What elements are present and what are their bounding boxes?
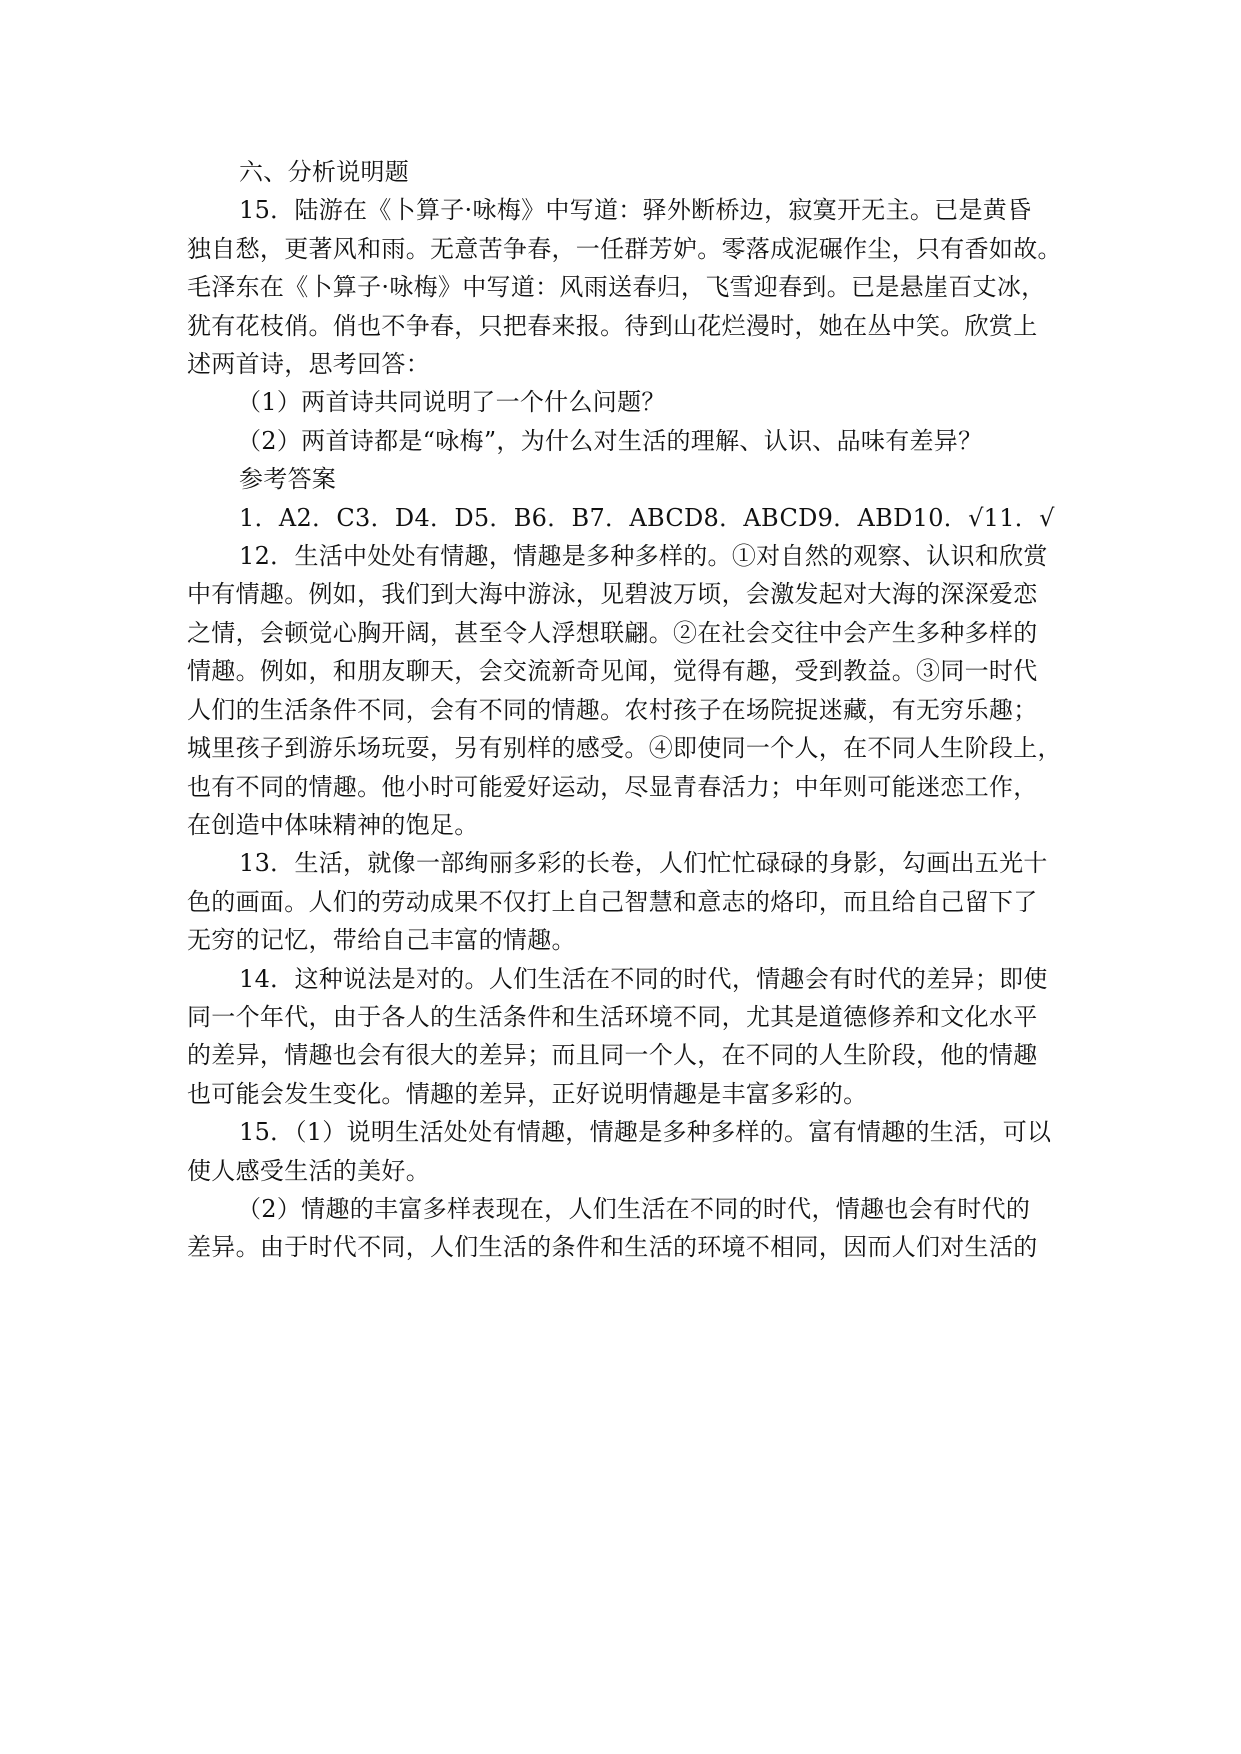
answer-13-line: 13．生活，就像一部绚丽多彩的长卷，人们忙忙碌碌的身影，勾画出五光十	[239, 849, 1048, 878]
answer-12-line: 人们的生活条件不同，会有不同的情趣。农村孩子在场院捉迷藏，有无穷乐趣；	[187, 695, 1038, 724]
answer-14-line: 同一个年代，由于各人的生活条件和生活环境不同，尤其是道德修养和文化水平	[187, 1002, 1038, 1031]
answer-12-line: 在创造中体味精神的饱足。	[187, 810, 479, 839]
question-15-line: 述两首诗，思考回答：	[187, 350, 430, 379]
answer-12-line: 中有情趣。例如，我们到大海中游泳，见碧波万顷，会激发起对大海的深深爱恋	[187, 580, 1038, 609]
answer-12-line: 城里孩子到游乐场玩耍，另有别样的感受。④即使同一个人，在不同人生阶段上，	[187, 734, 1062, 763]
question-15-line: 毛泽东在《卜算子·咏梅》中写道：风雨送春归，飞雪迎春到。已是悬崖百丈冰，	[187, 273, 1046, 302]
answer-15-line: 15．（1）说明生活处处有情趣，情趣是多种多样的。富有情趣的生活，可以	[239, 1118, 1052, 1147]
document-body	[187, 153, 1062, 1267]
answer-heading: 参考答案	[239, 465, 337, 494]
section-heading: 六、分析说明题	[239, 158, 410, 186]
answer-12-line: 情趣。例如，和朋友聊天，会交流新奇见闻，觉得有趣，受到教益。③同一时代	[187, 657, 1038, 686]
answer-14-line: 的差异，情趣也会有很大的差异；而且同一个人，在不同的人生阶段，他的情趣	[187, 1041, 1038, 1070]
answer-14-line: 14．这种说法是对的。人们生活在不同的时代，情趣会有时代的差异；即使	[239, 964, 1048, 993]
sub-question-1: （1）两首诗共同说明了一个什么问题？	[237, 388, 666, 417]
question-15-line: 独自愁，更著风和雨。无意苦争春，一任群芳妒。零落成泥碾作尘，只有香如故。	[187, 234, 1062, 263]
answer-15-line: 差异。由于时代不同，人们生活的条件和生活的环境不相同，因而人们对生活的	[187, 1233, 1038, 1262]
answer-13-line: 无穷的记忆，带给自己丰富的情趣。	[187, 926, 576, 955]
answer-12-line: 也有不同的情趣。他小时可能爱好运动，尽显青春活力；中年则可能迷恋工作，	[187, 772, 1038, 801]
answer-15-line: （2）情趣的丰富多样表现在，人们生活在不同的时代，情趣也会有时代的	[237, 1194, 1031, 1223]
answer-15-line: 使人感受生活的美好。	[187, 1156, 430, 1185]
answer-14-line: 也可能会发生变化。情趣的差异，正好说明情趣是丰富多彩的。	[187, 1079, 868, 1108]
sub-question-2: （2）两首诗都是“咏梅”，为什么对生活的理解、认识、品味有差异？	[237, 426, 983, 455]
question-15-line: 15．陆游在《卜算子·咏梅》中写道：驿外断桥边，寂寞开无主。已是黄昏	[239, 196, 1032, 225]
answer-12-line: 之情，会顿觉心胸开阔，甚至令人浮想联翩。②在社会交往中会产生多种多样的	[187, 618, 1038, 647]
answer-12-line: 12．生活中处处有情趣，情趣是多种多样的。①对自然的观察、认识和欣赏	[239, 542, 1048, 571]
answer-13-line: 色的画面。人们的劳动成果不仅打上自己智慧和意志的烙印，而且给自己留下了	[187, 887, 1038, 916]
answer-choices-line: 1．A2．C3．D4．D5．B6．B7．ABCD8．ABCD9．ABD10．√11．√	[239, 503, 1055, 532]
question-15-line: 犹有花枝俏。俏也不争春，只把春来报。待到山花烂漫时，她在丛中笑。欣赏上	[187, 311, 1038, 340]
